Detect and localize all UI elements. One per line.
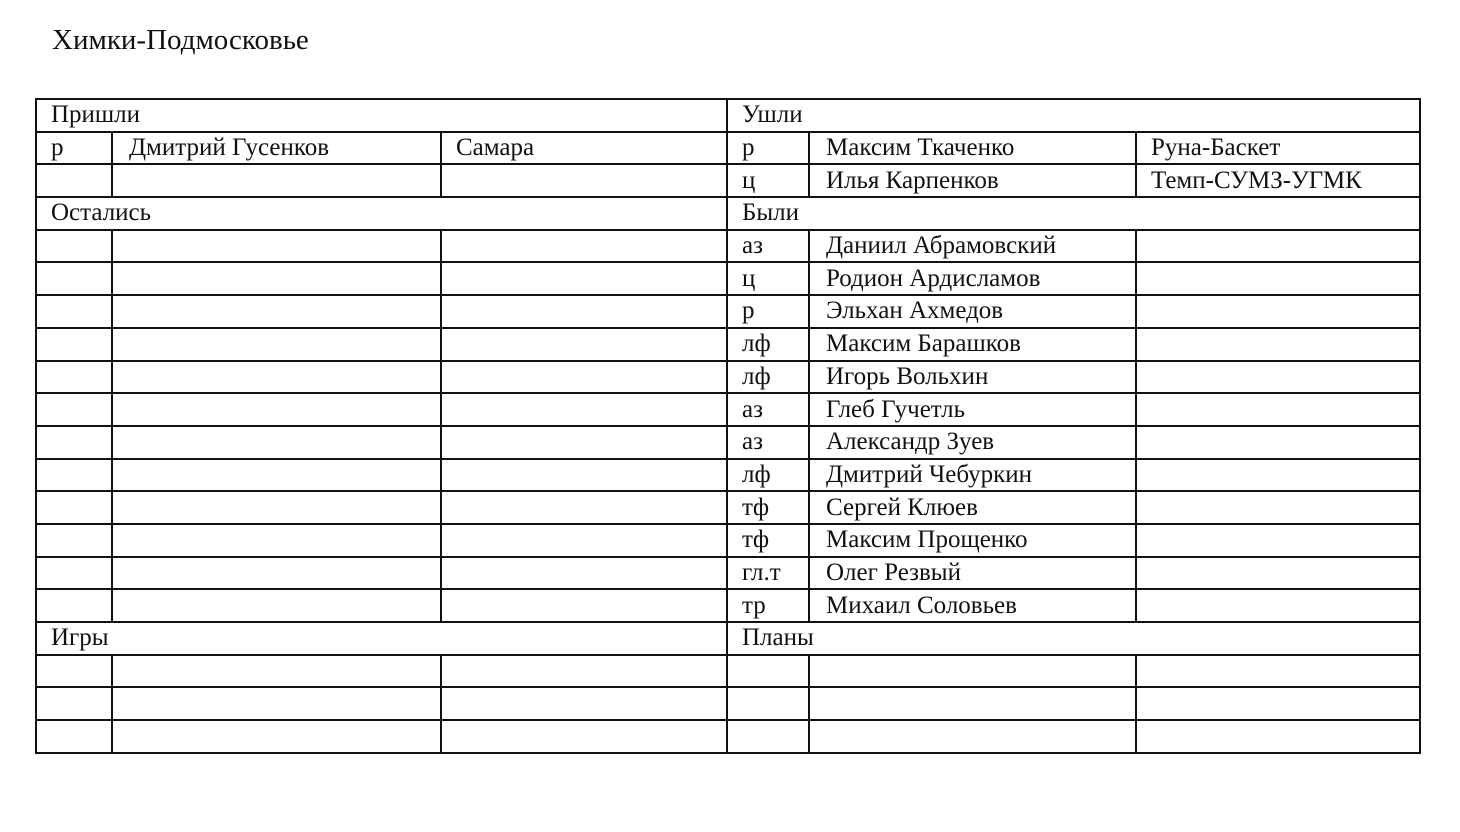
section-header-row <box>36 622 1420 655</box>
club-cell <box>441 491 727 524</box>
table-row <box>36 491 1420 524</box>
club-cell: Руна-Баскет <box>1136 132 1420 165</box>
player-name-cell <box>809 720 1136 753</box>
position-cell <box>36 655 112 688</box>
roster-body <box>36 99 1420 753</box>
section-header-row <box>36 197 1420 230</box>
position-cell: ц <box>727 262 809 295</box>
player-name-cell <box>112 459 441 492</box>
player-name-cell <box>112 524 441 557</box>
player-name-cell: Даниил Абрамовский <box>809 230 1136 263</box>
club-cell: Самара <box>441 132 727 165</box>
position-cell: лф <box>727 361 809 394</box>
section-header-row <box>36 99 1420 132</box>
position-cell <box>727 687 809 720</box>
table-row <box>36 132 1420 165</box>
position-cell: тр <box>727 589 809 622</box>
player-name-cell <box>112 720 441 753</box>
club-cell <box>1136 557 1420 590</box>
table-row <box>36 524 1420 557</box>
player-name-cell: Максим Прощенко <box>809 524 1136 557</box>
position-cell <box>36 557 112 590</box>
player-name-cell <box>112 655 441 688</box>
player-name-cell <box>112 295 441 328</box>
club-cell <box>441 557 727 590</box>
position-cell <box>727 655 809 688</box>
club-cell <box>441 426 727 459</box>
player-name-cell <box>809 655 1136 688</box>
position-cell: тф <box>727 524 809 557</box>
player-name-cell <box>112 328 441 361</box>
section-stayed-heading: Остались <box>36 197 727 230</box>
position-cell <box>36 164 112 197</box>
player-name-cell <box>112 589 441 622</box>
player-name-cell <box>112 557 441 590</box>
position-cell <box>36 295 112 328</box>
position-cell: гл.т <box>727 557 809 590</box>
player-name-cell: Родион Ардисламов <box>809 262 1136 295</box>
position-cell <box>36 491 112 524</box>
club-cell <box>441 687 727 720</box>
player-name-cell <box>112 230 441 263</box>
club-cell <box>1136 655 1420 688</box>
player-name-cell <box>112 164 441 197</box>
club-cell <box>441 230 727 263</box>
position-cell: р <box>36 132 112 165</box>
player-name-cell: Максим Барашков <box>809 328 1136 361</box>
player-name-cell: Глеб Гучетль <box>809 393 1136 426</box>
position-cell <box>36 720 112 753</box>
club-cell <box>1136 687 1420 720</box>
table-row <box>36 589 1420 622</box>
club-cell <box>1136 459 1420 492</box>
position-cell <box>36 687 112 720</box>
club-cell <box>1136 589 1420 622</box>
position-cell: р <box>727 132 809 165</box>
section-games-heading: Игры <box>36 622 727 655</box>
position-cell <box>36 262 112 295</box>
player-name-cell: Эльхан Ахмедов <box>809 295 1136 328</box>
position-cell <box>36 589 112 622</box>
player-name-cell <box>112 426 441 459</box>
player-name-cell <box>809 687 1136 720</box>
club-cell <box>1136 230 1420 263</box>
club-cell <box>1136 361 1420 394</box>
section-left-heading: Ушли <box>727 99 1420 132</box>
player-name-cell: Олег Резвый <box>809 557 1136 590</box>
position-cell <box>36 393 112 426</box>
table-row <box>36 426 1420 459</box>
player-name-cell <box>112 361 441 394</box>
position-cell <box>36 524 112 557</box>
player-name-cell: Михаил Соловьев <box>809 589 1136 622</box>
player-name-cell: Максим Ткаченко <box>809 132 1136 165</box>
club-cell <box>1136 720 1420 753</box>
table-row <box>36 720 1420 753</box>
position-cell <box>36 230 112 263</box>
roster-table <box>35 98 1421 754</box>
table-row <box>36 230 1420 263</box>
table-row <box>36 328 1420 361</box>
position-cell: аз <box>727 393 809 426</box>
position-cell: ц <box>727 164 809 197</box>
player-name-cell: Дмитрий Чебуркин <box>809 459 1136 492</box>
club-cell <box>1136 295 1420 328</box>
position-cell: аз <box>727 426 809 459</box>
table-row <box>36 164 1420 197</box>
club-cell <box>1136 262 1420 295</box>
club-cell <box>1136 524 1420 557</box>
table-row <box>36 557 1420 590</box>
player-name-cell <box>112 262 441 295</box>
section-plans-heading: Планы <box>727 622 1420 655</box>
position-cell: аз <box>727 230 809 263</box>
club-cell <box>441 393 727 426</box>
club-cell <box>1136 426 1420 459</box>
section-arrived-heading: Пришли <box>36 99 727 132</box>
section-were-heading: Были <box>727 197 1420 230</box>
table-row <box>36 295 1420 328</box>
player-name-cell <box>112 491 441 524</box>
club-cell <box>441 295 727 328</box>
position-cell: тф <box>727 491 809 524</box>
table-row <box>36 262 1420 295</box>
table-row <box>36 655 1420 688</box>
player-name-cell <box>112 687 441 720</box>
club-cell <box>1136 393 1420 426</box>
table-row <box>36 687 1420 720</box>
club-cell <box>441 361 727 394</box>
position-cell <box>36 328 112 361</box>
table-row <box>36 361 1420 394</box>
club-cell <box>441 720 727 753</box>
position-cell <box>36 459 112 492</box>
club-cell <box>1136 328 1420 361</box>
club-cell: Темп-СУМЗ-УГМК <box>1136 164 1420 197</box>
position-cell <box>727 720 809 753</box>
club-cell <box>441 164 727 197</box>
table-row <box>36 459 1420 492</box>
club-cell <box>1136 491 1420 524</box>
position-cell <box>36 426 112 459</box>
player-name-cell: Дмитрий Гусенков <box>112 132 441 165</box>
club-cell <box>441 589 727 622</box>
position-cell <box>36 361 112 394</box>
document-title: Химки-Подмосковье <box>52 24 309 56</box>
position-cell: лф <box>727 328 809 361</box>
club-cell <box>441 655 727 688</box>
position-cell: лф <box>727 459 809 492</box>
player-name-cell <box>112 393 441 426</box>
table-row <box>36 393 1420 426</box>
player-name-cell: Илья Карпенков <box>809 164 1136 197</box>
player-name-cell: Александр Зуев <box>809 426 1136 459</box>
position-cell: р <box>727 295 809 328</box>
club-cell <box>441 459 727 492</box>
club-cell <box>441 524 727 557</box>
player-name-cell: Сергей Клюев <box>809 491 1136 524</box>
club-cell <box>441 328 727 361</box>
player-name-cell: Игорь Вольхин <box>809 361 1136 394</box>
club-cell <box>441 262 727 295</box>
